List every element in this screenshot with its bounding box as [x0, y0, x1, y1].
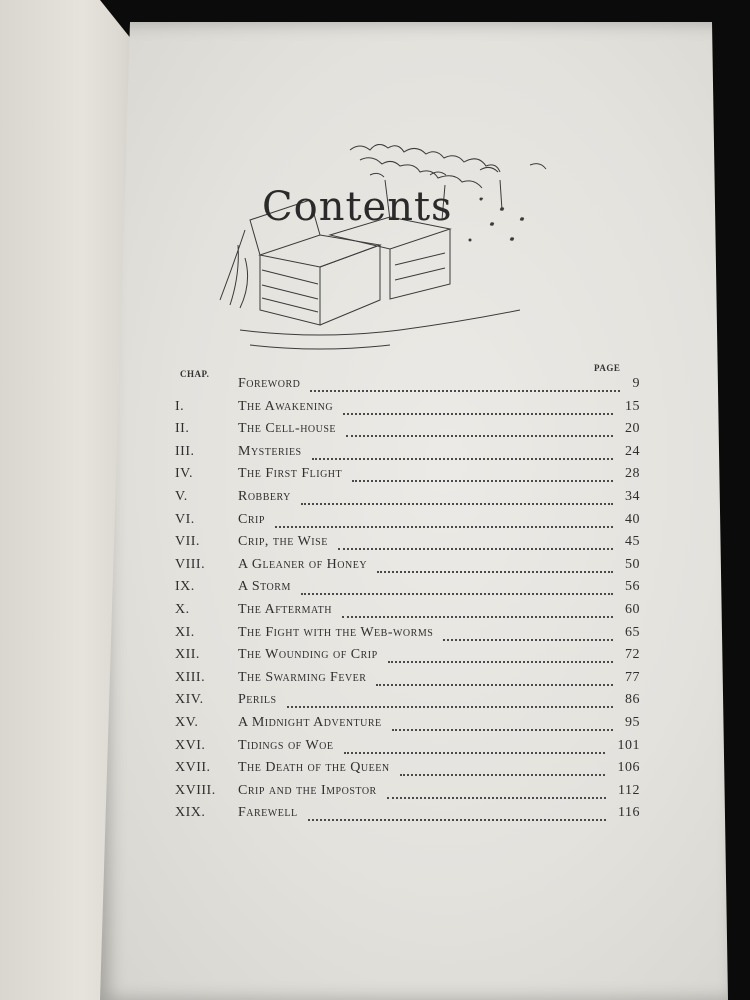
chapter-title: The Swarming Fever	[238, 669, 367, 685]
chapter-number: II.	[175, 421, 190, 437]
page-number: 40	[625, 511, 640, 527]
page-number: 77	[625, 669, 640, 685]
dot-leader	[392, 717, 613, 731]
toc-entry	[170, 760, 640, 782]
page-number: 20	[625, 421, 640, 437]
dot-leader	[342, 604, 613, 618]
toc-entry	[170, 421, 640, 443]
beehive-illustration	[200, 130, 600, 360]
toc-entry	[170, 557, 640, 579]
page-number: 28	[625, 466, 640, 482]
toc-entry	[170, 376, 640, 398]
chapter-number: VI.	[175, 511, 195, 527]
chapter-number: XVIII.	[175, 782, 216, 798]
page-number: 24	[625, 443, 640, 459]
toc-entry	[170, 534, 640, 556]
chapter-column-label: CHAP.	[180, 369, 210, 379]
dot-leader	[343, 401, 613, 415]
dot-leader	[310, 378, 620, 392]
chapter-number: I.	[175, 398, 185, 414]
page-number: 101	[617, 737, 640, 753]
chapter-title: The Death of the Queen	[238, 760, 390, 776]
chapter-title: The Cell-house	[238, 421, 337, 437]
chapter-title: A Midnight Adventure	[238, 715, 382, 730]
page-number: 45	[625, 534, 640, 550]
dot-leader	[338, 536, 613, 550]
chapter-title: Robbery	[238, 489, 291, 504]
chapter-title: Foreword	[238, 376, 301, 391]
page-number: 56	[625, 579, 640, 595]
page-number: 34	[625, 489, 640, 504]
page-number: 95	[625, 715, 640, 730]
page-number: 116	[618, 805, 640, 821]
chapter-number: XII.	[175, 647, 200, 663]
toc-entry	[170, 466, 640, 488]
chapter-number: XIII.	[175, 669, 206, 685]
page-number: 106	[617, 760, 640, 776]
toc-entry	[170, 715, 640, 737]
toc-entry	[170, 579, 640, 601]
page-title: Contents	[262, 184, 453, 230]
toc-entry	[170, 602, 640, 624]
chapter-title: The Aftermath	[238, 602, 333, 617]
page-column-label: PAGE	[594, 363, 621, 373]
dot-leader	[388, 649, 613, 663]
chapter-number: IV.	[175, 466, 193, 482]
chapter-title: Crip and the Impostor	[238, 782, 377, 798]
chapter-title: The Fight with the Web-worms	[238, 624, 434, 640]
dot-leader	[400, 762, 605, 776]
chapter-title: Tidings of Woe	[238, 737, 334, 753]
toc-entry	[170, 444, 640, 466]
chapter-number: V.	[175, 489, 188, 504]
chapter-title: Crip, the Wise	[238, 534, 328, 550]
page-number: 72	[625, 647, 640, 663]
toc-entry	[170, 512, 640, 534]
toc-entry	[170, 738, 640, 760]
chapter-number: XIV.	[175, 692, 204, 708]
dot-leader	[308, 807, 606, 821]
toc-entry	[170, 805, 640, 827]
toc-entry	[170, 692, 640, 714]
chapter-title: A Storm	[238, 579, 291, 595]
chapter-number: X.	[175, 602, 190, 617]
page-number: 65	[625, 624, 640, 640]
chapter-title: Farewell	[238, 805, 298, 821]
toc-entry	[170, 399, 640, 421]
dot-leader	[376, 672, 613, 686]
dot-leader	[301, 581, 613, 595]
chapter-number: XVII.	[175, 760, 211, 776]
dot-leader	[312, 446, 613, 460]
dot-leader	[443, 627, 613, 641]
page-number: 86	[625, 692, 640, 708]
dot-leader	[377, 559, 613, 573]
toc-entry	[170, 783, 640, 805]
chapter-number: IX.	[175, 579, 195, 595]
toc-entry	[170, 489, 640, 511]
page-number: 9	[632, 376, 640, 391]
chapter-title: The Awakening	[238, 398, 334, 414]
chapter-number: III.	[175, 443, 195, 459]
dot-leader	[387, 785, 606, 799]
dot-leader	[352, 468, 613, 482]
chapter-title: Mysteries	[238, 443, 302, 459]
page-number: 50	[625, 556, 640, 572]
dot-leader	[344, 740, 605, 754]
dot-leader	[301, 491, 613, 505]
page-number: 15	[625, 398, 640, 414]
dot-leader	[275, 514, 613, 528]
chapter-number: VIII.	[175, 556, 206, 572]
chapter-number: XI.	[175, 624, 195, 640]
toc-entry	[170, 625, 640, 647]
chapter-title: Perils	[238, 692, 277, 708]
page-number: 112	[618, 782, 640, 798]
chapter-title: A Gleaner of Honey	[238, 556, 368, 572]
dot-leader	[287, 694, 613, 708]
chapter-title: The First Flight	[238, 466, 343, 482]
chapter-title: Crip	[238, 511, 265, 527]
chapter-title: The Wounding of Crip	[238, 647, 378, 663]
toc-entry	[170, 647, 640, 669]
page-number: 60	[625, 602, 640, 617]
chapter-number: VII.	[175, 534, 200, 550]
toc-entry	[170, 670, 640, 692]
chapter-number: XVI.	[175, 737, 206, 753]
chapter-number: XIX.	[175, 805, 206, 821]
dot-leader	[346, 423, 613, 437]
chapter-number: XV.	[175, 715, 199, 730]
